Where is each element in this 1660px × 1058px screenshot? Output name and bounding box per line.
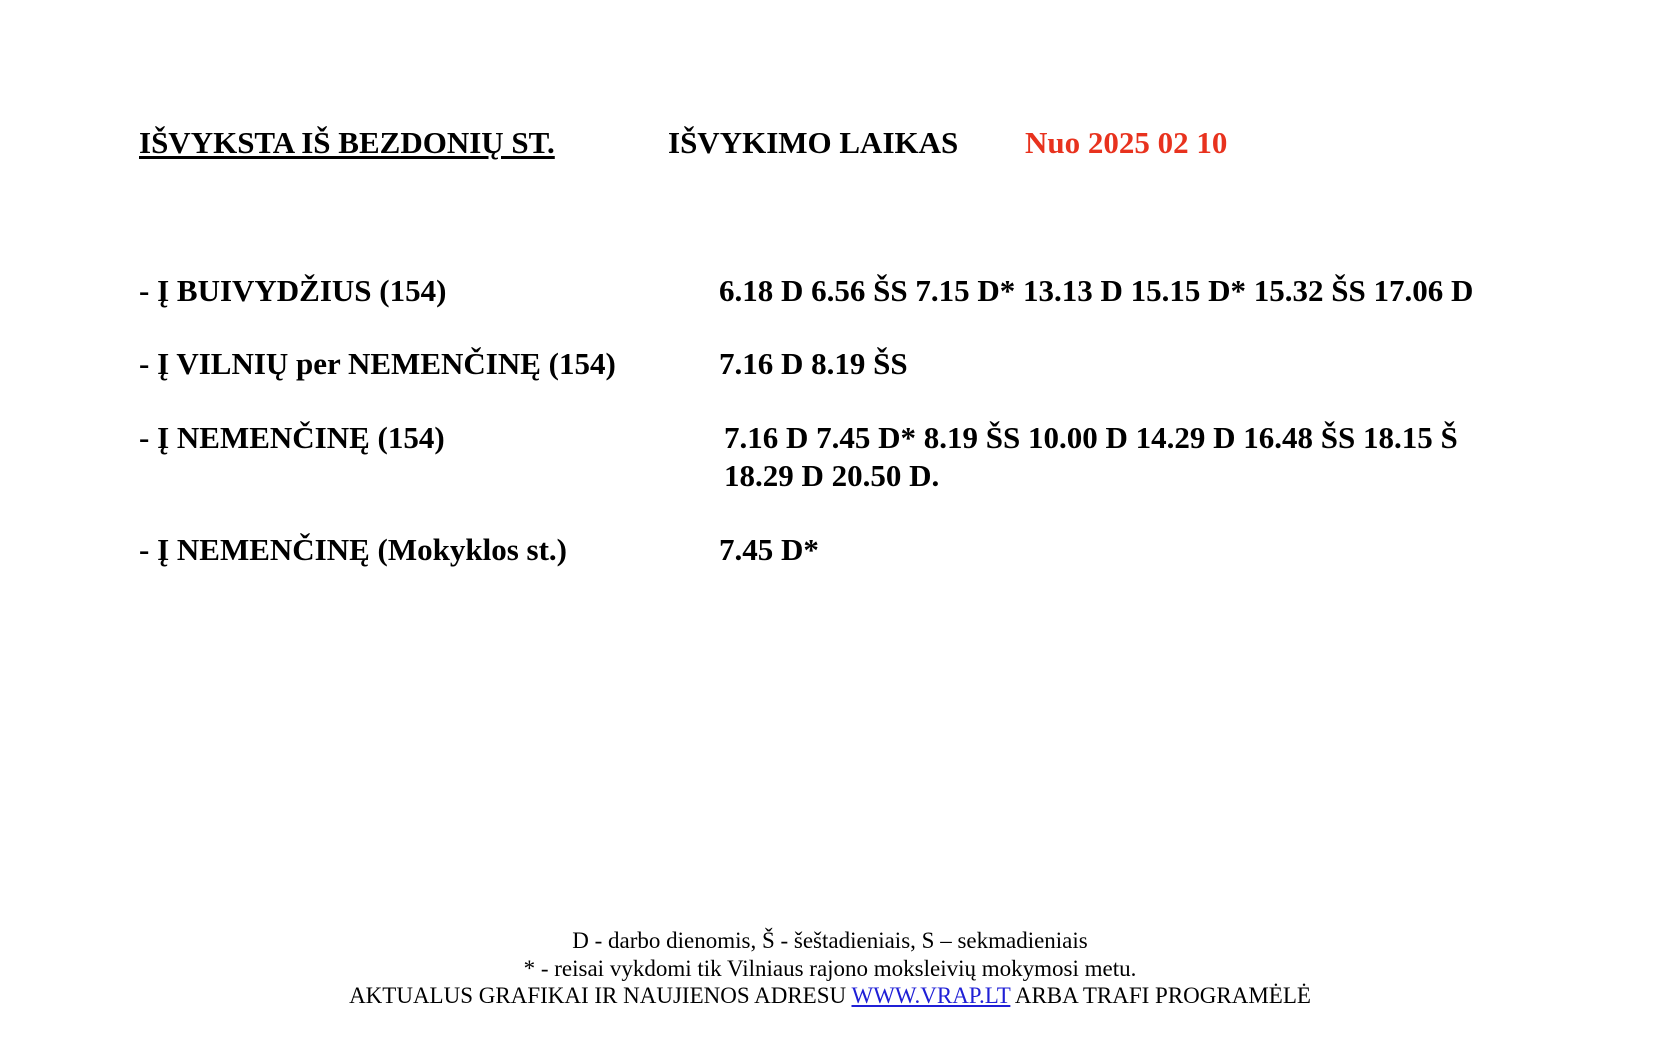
route-times-nemencine-line1: 7.16 D 7.45 D* 8.19 ŠS 10.00 D 14.29 D 16.48 ŠS 18.15 Š: [724, 420, 1458, 455]
footer-note: * - reisai vykdomi tik Vilniaus rajono moksleivių mokymosi metu.: [523, 955, 1137, 981]
departure-time-heading: IŠVYKIMO LAIKAS: [668, 125, 959, 160]
footer-legend: D - darbo dienomis, Š - šeštadieniais, S – sekmadieniais: [572, 928, 1088, 953]
vrap-website-link[interactable]: WWW.VRAP.LT: [851, 983, 1011, 1008]
valid-from-date: Nuo 2025 02 10: [1025, 125, 1228, 160]
route-times-vilnius: 7.16 D 8.19 ŠS: [719, 346, 908, 381]
departs-from-heading: IŠVYKSTA IŠ BEZDONIŲ ST.: [139, 125, 555, 160]
route-destination-buivydziai: - Į BUIVYDŽIUS (154): [139, 273, 447, 308]
footer-info-prefix: AKTUALUS GRAFIKAI IR NAUJIENOS ADRESU: [349, 983, 847, 1008]
route-destination-nemencine: - Į NEMENČINĘ (154): [139, 420, 445, 455]
route-destination-vilnius: - Į VILNIŲ per NEMENČINĘ (154): [139, 346, 616, 381]
route-times-buivydziai: 6.18 D 6.56 ŠS 7.15 D* 13.13 D 15.15 D* 15.32 ŠS 17.06 D: [719, 273, 1474, 308]
footer-info-suffix: ARBA TRAFI PROGRAMĖLĖ: [1014, 983, 1311, 1008]
route-times-nemencine-school: 7.45 D*: [719, 532, 819, 567]
route-times-nemencine-line2: 18.29 D 20.50 D.: [724, 458, 940, 493]
footer-info: [0, 982, 1660, 1010]
route-destination-nemencine-school: - Į NEMENČINĘ (Mokyklos st.): [139, 532, 567, 567]
footer: [0, 927, 1660, 1010]
